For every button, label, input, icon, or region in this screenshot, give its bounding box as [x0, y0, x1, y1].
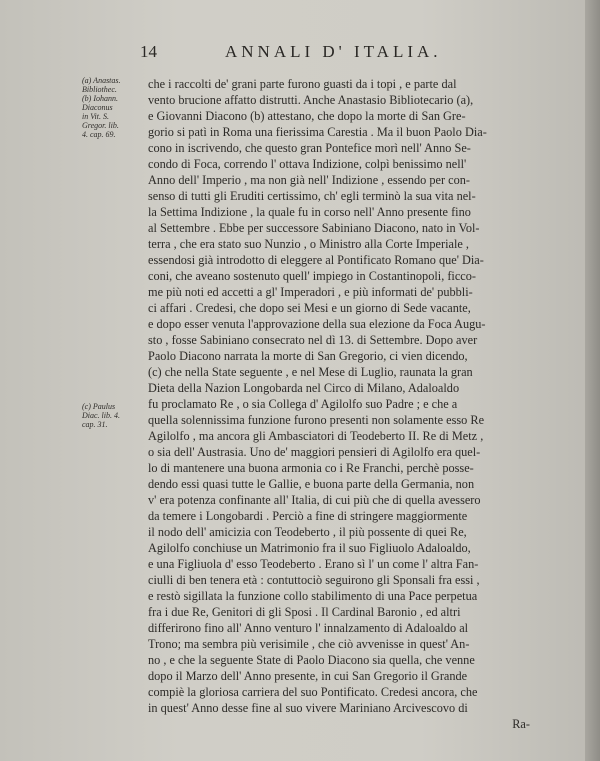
note-line: cap. 31. — [82, 420, 108, 429]
note-line: Bibliothec. — [82, 85, 117, 94]
text-line: Anno dell' Imperio , ma non già nell' Indizione , essendo per con- — [148, 173, 471, 187]
text-line: Trono; ma sembra più verisimile , che ciò avvenisse in quest' An- — [148, 637, 470, 651]
text-line: coni, che aveano sostenuto quell' impiego in Costantinopoli, ficco- — [148, 269, 477, 283]
text-line: terra , che era stato suo Nunzio , o Ministro alla Corte Imperiale , — [148, 237, 469, 251]
note-line: Diac. lib. 4. — [82, 411, 120, 420]
text-line: e dopo esser venuta l'approvazione della sua elezione da Foca Augu- — [148, 317, 486, 331]
text-line: o sia dell' Austrasia. Uno de' maggiori pensieri di Agilolfo era quel- — [148, 445, 481, 459]
text-line: (c) che nella State seguente , e nel Mese di Luglio, raunata la gran — [148, 365, 473, 379]
text-line: Ra- — [512, 717, 530, 731]
text-line: e Giovanni Diacono (b) attestano, che dopo la morte di San Gre- — [148, 109, 466, 123]
page-number: 14 — [140, 42, 157, 61]
note-line: Diaconus — [82, 103, 113, 112]
text-line: Paolo Diacono narrata la morte di San Gregorio, ci vien dicendo, — [148, 349, 468, 363]
text-line: e una Figliuola d' esso Teodeberto . Erano sì l' un come l' altra Fan- — [148, 557, 479, 571]
text-line: no , e che la seguente State di Paolo Diacono sia quella, che venne — [148, 653, 475, 667]
running-title: ANNALI D' ITALIA. — [225, 42, 442, 61]
note-line: (c) Paulus — [82, 402, 116, 411]
text-line: cono in iscrivendo, che questo gran Pontefice morì nell' Anno Se- — [148, 141, 471, 155]
text-line: da temere i Longobardi . Perciò a fine di stringere maggiormente — [148, 509, 468, 523]
text-line: v' era potenza confinante all' Italia, di cui più che di quella avessero — [148, 493, 481, 507]
text-line: ciulli di ben tenera età : contuttociò seguirono gli Sponsali fra essi , — [148, 573, 480, 587]
page-edge-shadow — [585, 0, 600, 761]
text-line: lo di mantenere una buona armonia co i Re Franchi, perchè posse- — [148, 461, 474, 475]
text-line: Agilolfo , ma ancora gli Ambasciatori di Teodeberto II. Re di Metz , — [148, 429, 484, 443]
text-line: e restò sigillata la funzione collo stabilimento di una Pace perpetua — [148, 589, 478, 603]
text-line: condo di Foca, correndo l' ottava Indizione, colpì benissimo nell' — [148, 157, 467, 171]
page-header — [140, 42, 480, 66]
text-line: dendo essi quasi tutte le Gallie, e buona parte della Germania, non — [148, 477, 475, 491]
text-line: la Settima Indizione , la quale fu in corso nell' Anno presente fino — [148, 205, 471, 219]
note-line: (a) Anastas. — [82, 76, 121, 85]
note-line: 4. cap. 69. — [82, 130, 116, 139]
text-line: fu proclamato Re , o sia Collega d' Agilolfo suo Padre ; e che a — [148, 397, 458, 411]
text-line: me più noti ed accetti a gl' Imperadori , e più informati de' pubbli- — [148, 285, 473, 299]
text-line: vento brucione affatto distrutti. Anche Anastasio Bibliotecario (a), — [148, 93, 474, 107]
text-line: che i raccolti de' grani parte furono guasti da i topi , e parte dal — [148, 77, 457, 91]
body-text — [148, 76, 530, 732]
note-line: Gregor. lib. — [82, 121, 119, 130]
text-line: essendosi già introdotto di eleggere al Pontificato Romano que' Dia- — [148, 253, 484, 267]
text-line: ci affari . Credesi, che dopo sei Mesi e un giorno di Sede vacante, — [148, 301, 471, 315]
text-line: Agilolfo conchiuse un Matrimonio fra il suo Figliuolo Adaloaldo, — [148, 541, 471, 555]
margin-note — [82, 402, 142, 429]
text-line: in quest' Anno desse fine al suo vivere Mariniano Arcivescovo di — [148, 701, 468, 715]
text-line: sto , fosse Sabiniano consecrato nel dì 13. di Settembre. Dopo aver — [148, 333, 478, 347]
text-line: il nodo dell' amicizia con Teodeberto , il più possente di quei Re, — [148, 525, 467, 539]
text-line: al Settembre . Ebbe per successore Sabiniano Diacono, nato in Vol- — [148, 221, 480, 235]
margin-note — [82, 76, 142, 139]
text-line: senso di tutti gli Eruditi certissimo, ch' egli terminò la sua vita nel- — [148, 189, 476, 203]
text-line: quella solennissima funzione furono presenti non solamente esso Re — [148, 413, 485, 427]
text-line: dopo il Marzo dell' Anno presente, in cui San Gregorio il Grande — [148, 669, 468, 683]
text-line: differirono fino all' Anno venturo l' innalzamento di Adaloaldo al — [148, 621, 469, 635]
note-line: in Vit. S. — [82, 112, 109, 121]
text-line: fra i due Re, Genitori di gli Sposi . Il Cardinal Baronio , ed altri — [148, 605, 461, 619]
text-line: gorio si patì in Roma una fierissima Carestia . Ma il buon Paolo Dia- — [148, 125, 487, 139]
text-line: compiè la gloriosa carriera del suo Pontificato. Credesi ancora, che — [148, 685, 478, 699]
text-line: Dieta della Nazion Longobarda nel Circo di Milano, Adaloaldo — [148, 381, 460, 395]
note-line: (b) Iohann. — [82, 94, 118, 103]
